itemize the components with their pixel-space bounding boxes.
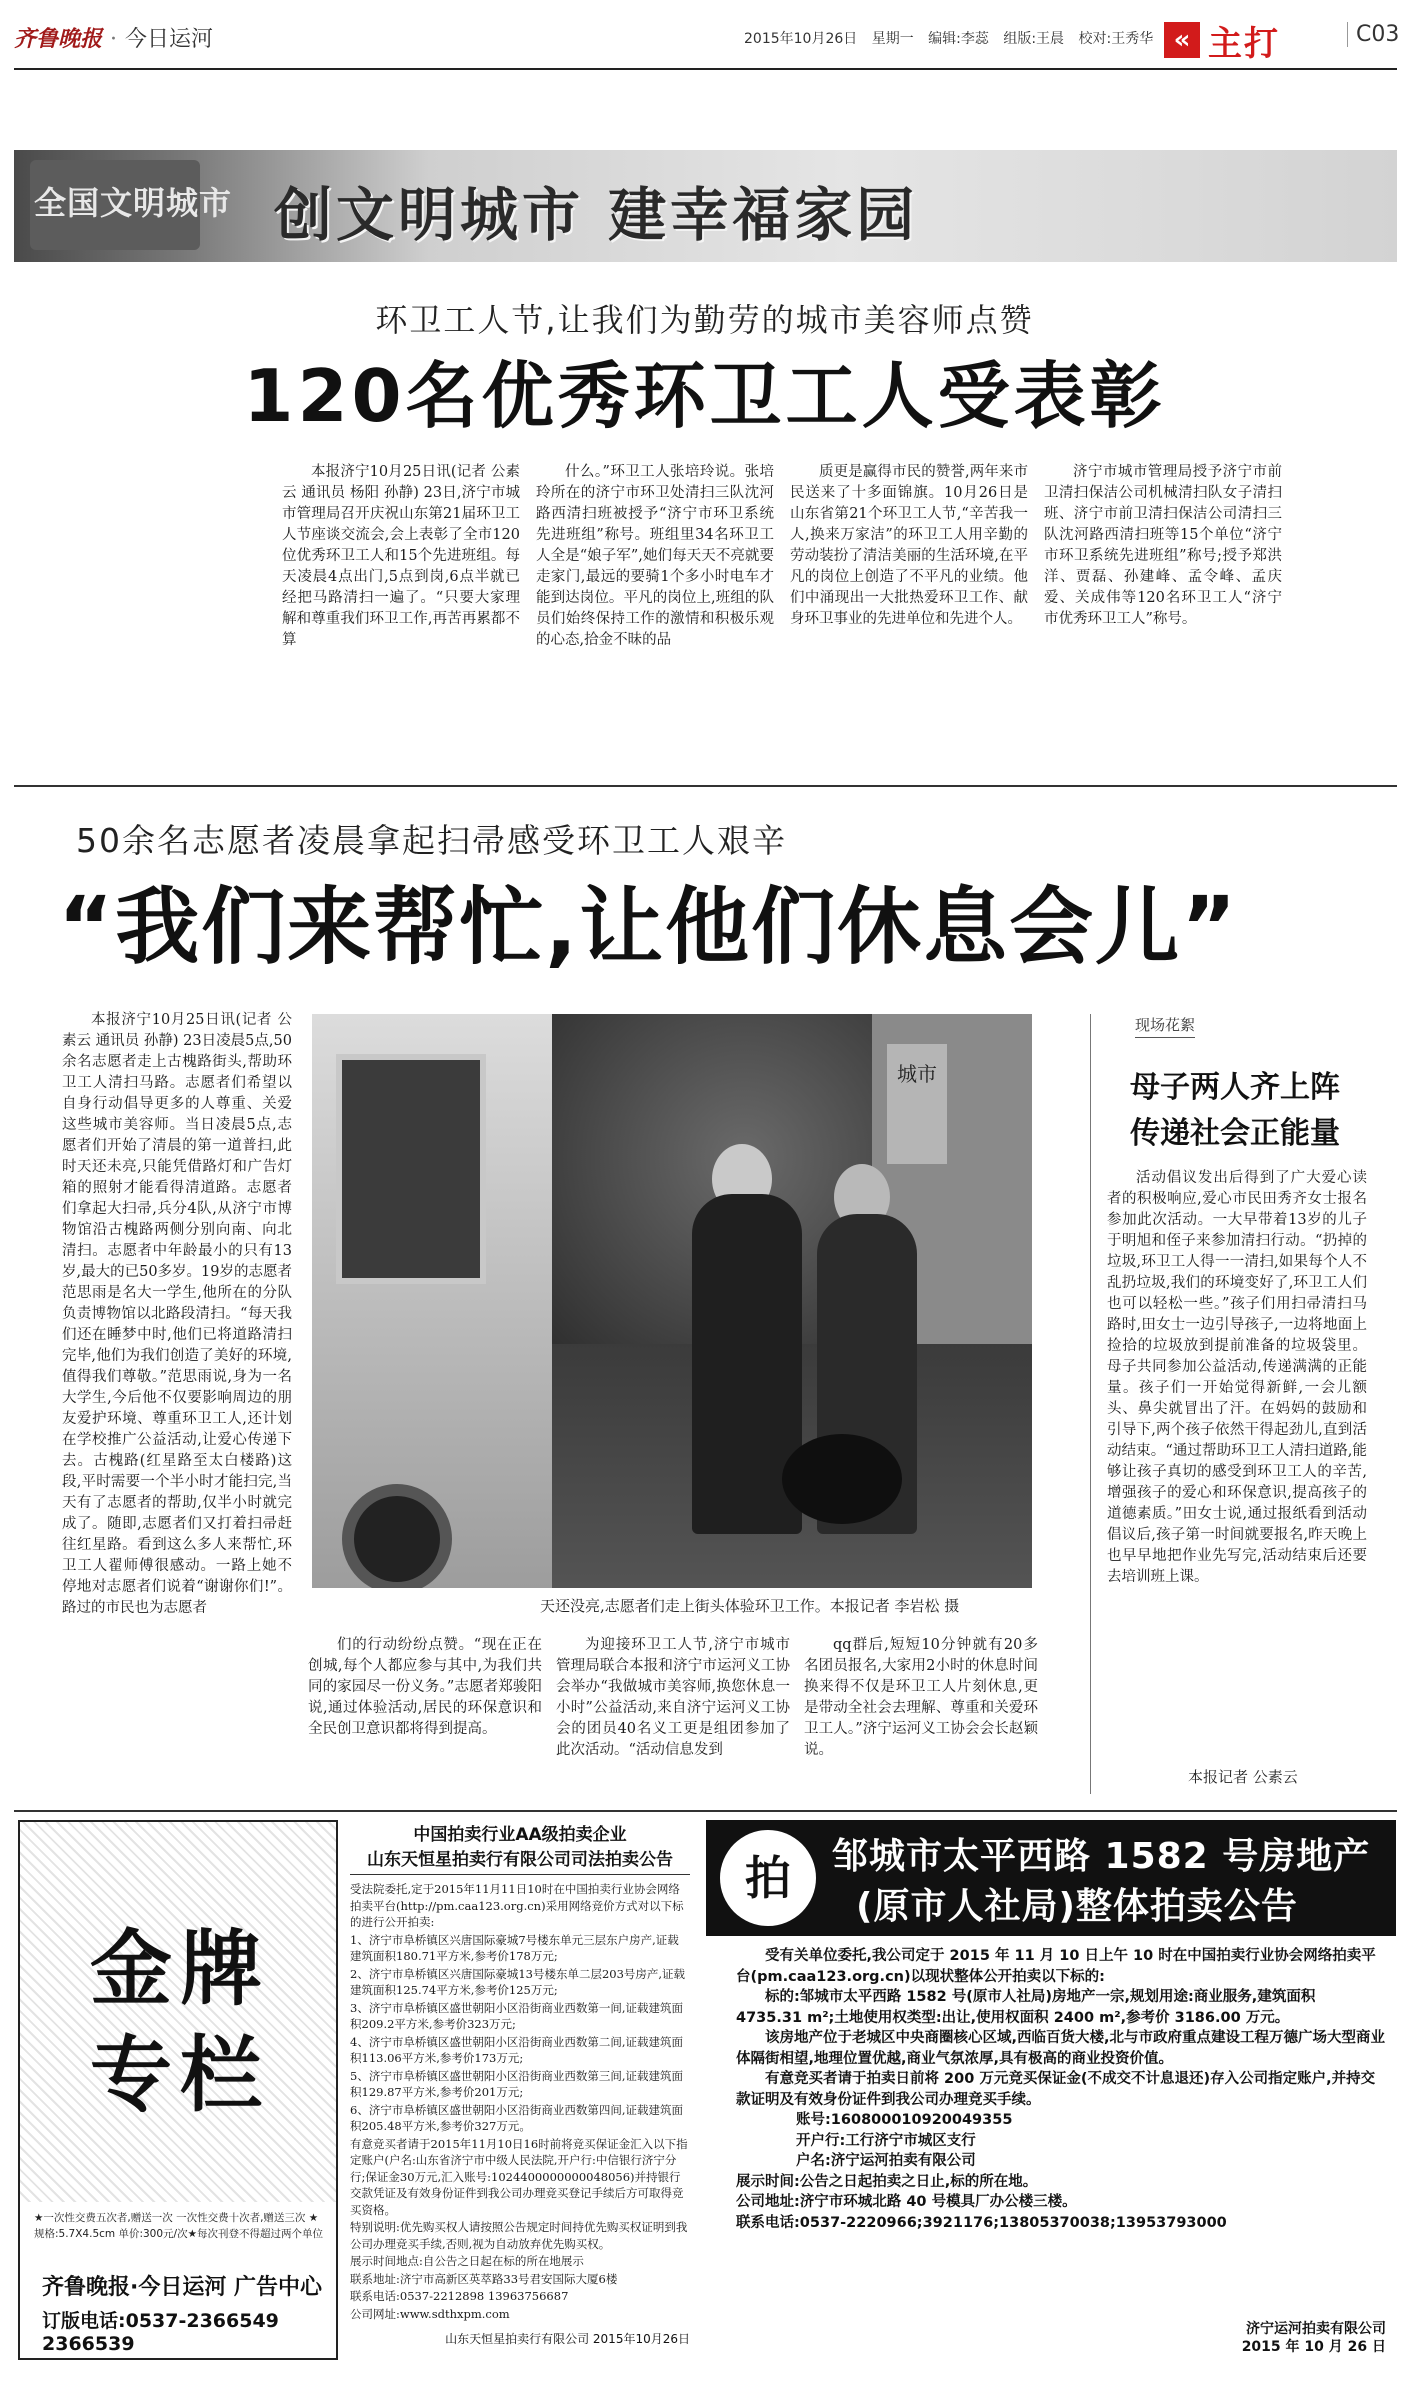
notice-showing: 展示时间:公告之日起拍卖之日止,标的所在地。 [736,2173,1038,2190]
masthead-left: 齐鲁晚报 · 今日运河 [14,26,214,52]
edition-date: 2015年10月26日 [744,31,858,47]
notice-account: 账号:160800010920049355 [796,2112,1013,2128]
auction-logo-icon: 拍 [720,1830,816,1926]
editor-credit: 编辑:李蕊 [928,31,989,47]
photo-truck-wheel [342,1484,452,1588]
emblem-text: 全国文明城市 [34,184,233,222]
masthead [14,12,1400,68]
notice-line: 有意竞买者请于2015年11月10日16时前将竞买保证金汇入以下指定账户(户名:山东省济宁市中级人民法院,开户行:中信银行济宁分行;保证金30万元,汇入账号:1024400000000048056)并持银行交款凭证及有效身份证件到我公司办理竞买登记手续后方可取得竞买资格。 [350,2136,688,2217]
notice-address: 公司地址:济宁市环城北路 40 号模具厂办公楼三楼。 [736,2194,1077,2210]
sidebar-headline [1110,1065,1360,1157]
notice-title-line: 邹城市太平西路 1582 号房地产 [832,1836,1371,1877]
photo-broom [782,1434,902,1524]
notice-line: 1、济宁市阜桥镇区兴唐国际豪城7号楼东单元三层东户房产,证载建筑面积180.71平方米,参考价178万元; [350,1932,679,1963]
sidebar-tab: 现场花絮 [1135,1014,1195,1038]
ads-rule [14,1810,1397,1812]
story1-column: 质更是赢得市民的赞誉,两年来市民送来了十多面锦旗。10月26日是山东省第21个环卫工人节,“辛苦我一人,换来万家洁”的环卫工人用辛勤的劳动装扮了清洁美丽的生活环境,在平凡的岗位上创造了不平凡的业绩。他们中涌现出一大批热爱环卫工作、献身环卫事业的先进单位和先进个人。 [790,464,1028,627]
notice-title: 山东天恒星拍卖行有限公司司法拍卖公告 [350,1845,690,1875]
notice-body [736,1946,1386,2233]
sidebar-headline-line: 母子两人齐上阵 [1130,1070,1340,1105]
notice-line: 2、济宁市阜桥镇区兴唐国际豪城13号楼东单二层203号房产,证载建筑面积125.74平方米,参考价125万元; [350,1966,686,1997]
notice-line: 受法院委托,定于2015年11月11日10时在中国拍卖行业协会网络拍卖平台(http://pm.caa123.org.cn)采用网络竞价方式对以下标的进行公开拍卖: [350,1882,684,1929]
notice-line: 3、济宁市阜桥镇区盛世朝阳小区沿街商业西数第一间,证载建筑面积209.2平方米,参考价323万元; [350,2000,683,2031]
story1-column: 济宁市城市管理局授予济宁市前卫清扫保洁公司机械清扫队女子清扫班、济宁市前卫清扫保洁公司清扫三队沈河路西清扫班等15个单位“济宁市环卫系统先进班组”称号;授予郑洪洋、贾磊、孙建峰、孟令峰、孟庆爱、关成伟等120名环卫工人“济宁市优秀环卫工人”称号。 [1044,464,1282,627]
notice-deposit: 有意竞买者请于拍卖日前将 200 万元竞买保证金(不成交不计息退还)存入公司指定账户,并持交款证明及有效身份证件到我公司办理竞买手续。 [736,2071,1376,2108]
ad-company: 齐鲁晚报·今日运河 广告中心 [42,2275,323,2300]
paper-name: 齐鲁晚报 [14,26,103,52]
story2-headline: “我们来帮忙,让他们休息会儿” [58,878,1239,976]
section-divider [14,785,1397,787]
edition-weekday: 星期一 [871,31,914,47]
notice-phone: 联系电话:0537-2220966;3921176;13805370038;13953793000 [736,2214,1227,2231]
notice-line: 4、济宁市阜桥镇区盛世朝阳小区沿街商业西数第二间,证载建筑面积113.06平方米,参考价173万元; [350,2034,683,2065]
judicial-auction-notice [350,1820,690,2360]
page-number: C03 [1347,22,1399,47]
notice-bank: 开户行:工行济宁市城区支行 [796,2132,976,2149]
notice-header-bar [706,1820,1396,1936]
signature-company: 济宁运河拍卖有限公司 [1246,2321,1386,2337]
photo-street-sign: 城市 [887,1044,947,1164]
notice-line: 6、济宁市阜桥镇区盛世朝阳小区沿街商业西数第四间,证载建筑面积205.48平方米,参考价327万元。 [350,2102,683,2133]
photo-caption: 天还没亮,志愿者们走上街头体验环卫工作。本报记者 李岩松 摄 [540,1597,960,1615]
story1-headline: 120名优秀环卫工人受表彰 [243,354,1166,438]
notice-line: 展示时间地点:自公告之日起在标的所在地展示 [350,2254,584,2268]
story1-kicker: 环卫工人节,让我们为勤劳的城市美容师点赞 [375,301,1034,339]
story2-bottom-column: qq群后,短短10分钟就有20多名团员报名,大家用2小时的休息时间换来得不仅是环卫工人片刻休息,更是带动全社会去理解、尊重和关爱环卫工人。”济宁运河义工协会会长赵颖说。 [804,1637,1038,1758]
sidebar-divider [1090,1014,1091,1794]
story2-bottom-column: 为迎接环卫工人节,济宁市城市管理局联合本报和济宁市运河义工协会举办“我做城市美容师,换您休息一小时”公益活动,来自济宁运河义工协会的团员40名义工更是组团参加了此次活动。“活动信息发到 [556,1637,790,1758]
story2-kicker: 50余名志愿者凌晨拿起扫帚感受环卫工人艰辛 [76,821,787,860]
layout-credit: 组版:王晨 [1003,31,1065,47]
notice-footer: 山东天恒星拍卖行有限公司 2015年10月26日 [445,2332,690,2346]
story2-bottom-body [308,1635,1038,1795]
edition-meta [744,28,1163,48]
photo-truck-window [336,1054,486,1284]
notice-title-line: (原市人社局)整体拍卖公告 [856,1886,1298,1927]
notice-location: 该房地产位于老城区中央商圈核心区域,西临百货大楼,北与市政府重点建设工程万德广场大型商业体隔街相望,地理位置优越,商业气氛浓厚,具有极高的商业投资价值。 [736,2030,1386,2067]
section-tag-label: 主打 [1208,24,1280,64]
volunteer-photo [312,1014,1032,1588]
double-chevron-icon: « [1164,22,1200,58]
ad-title [90,1917,270,2129]
notice-line: 5、济宁市阜桥镇区盛世朝阳小区沿街商业西数第三间,证载建筑面积129.87平方米,参考价201万元; [350,2068,683,2099]
ad-title-line: 金牌 [90,1922,271,2017]
story2-left-column [62,1010,292,1800]
sidebar-headline-line: 传递社会正能量 [1130,1116,1340,1151]
notice-line: 特别说明:优先购买权人请按照公告规定时间持优先购买权证明到我公司办理竞买手续,否则,视为自动放弃优先购买权。 [350,2220,688,2251]
ad-phone: 订版电话:0537-2366549 2366539 [42,2310,279,2355]
ad-fine-print: ★一次性交费五次者,赠送一次 一次性交费十次者,赠送三次 ★规格:5.7X4.5cm 单价:300元/次★每次刊登不得超过两个单位 [34,2212,323,2240]
story2-bottom-column: 们的行动纷纷点赞。“现在正在创城,每个人都应参与其中,为我们共同的家园尽一份义务。”志愿者郑骏阳说,通过体验活动,居民的环保意识和全民创卫意识都将得到提高。 [308,1637,542,1737]
property-auction-notice [706,1820,1396,2360]
banner-slogan: 创文明城市 建幸福家园 [274,181,919,249]
story1-body [282,462,1282,752]
notice-line: 联系电话:0537-2212898 13963756687 [350,2289,569,2303]
story1-column: 什么。”环卫工人张培玲说。张培玲所在的济宁市环卫处清扫三队沈河路西清扫班被授予“济宁市环卫系统先进班组”称号。班组里34名环卫工人全是“娘子军”,她们每天天不亮就要走家门,最远的要骑1个多小时电车才能到达岗位。平凡的岗位上,班组的队员们始终保持工作的激情和积极乐观的心态,拾金不昧的品 [536,464,774,648]
notice-subject: 标的:邹城市太平西路 1582 号(原市人社局)房地产一宗,规划用途:商业服务,建筑面积 4735.31 m²;土地使用权类型:出让,使用权面积 2400 m²,参考价 3186.00 万元。 [736,1989,1316,2026]
notice-line: 联系地址:济宁市高新区英萃路33号君安国际大厦6楼 [350,2271,618,2286]
notice-line: 公司网址:www.sdthxpm.com [350,2306,510,2321]
story2-left-text: 本报济宁10月25日讯(记者 公素云 通讯员 孙静) 23日凌晨5点,50余名志愿者走上古槐路街头,帮助环卫工人清扫马路。志愿者们希望以自身行动倡导更多的人尊重、关爱这些城市美容师。当日凌晨5点,志愿者们开始了清晨的第一道普扫,此时天还未亮,只能凭借路灯和广告灯箱的照射才能看得清道路。志愿者们拿起大扫帚,兵分4队,从济宁市博物馆沿古槐路两侧分别向南、向北清扫。志愿者中年龄最小的只有13岁,最大的已50多岁。19岁的志愿者范思雨是名大一学生,他所在的分队负责博物馆以北路段清扫。“每天我们还在睡梦中时,他们已将道路清扫完毕,他们为我们创造了美好的环境,值得我们尊敬。”范思雨说,身为一名大学生,今后他不仅要影响周边的朋友爱护环境、尊重环卫工人,还计划在学校推广公益活动,让爱心传递下去。古槐路(红星路至太白楼路)这段,平时需要一个半小时才能扫完,当天有了志愿者的帮助,仅半小时就完成了。随即,志愿者们又打着扫帚赶往红星路。看到这么多人来帮忙,环卫工人翟师傅很感动。一路上她不停地对志愿者们说着“谢谢你们!”。路过的市民也为志愿者 [62,1012,292,1616]
gold-column-ad [18,1820,338,2360]
notice-intro: 受有关单位委托,我公司定于 2015 年 11 月 10 日上午 10 时在中国拍卖行业协会网络拍卖平台(pm.caa123.org.cn)以现状整体公开拍卖以下标的: [736,1948,1376,1985]
sidebar-byline: 本报记者 公素云 [1188,1768,1298,1786]
signature-date: 2015 年 10 月 26 日 [1241,2339,1386,2355]
section-tag [1164,16,1339,64]
notice-signature [1146,2320,1386,2356]
section-name: 今日运河 [125,27,214,52]
header-rule [14,68,1397,70]
sidebar-text: 活动倡议发出后得到了广大爱心读者的积极响应,爱心市民田秀齐女士报名参加此次活动。一大早带着13岁的儿子于明旭和侄子来参加清扫行动。“扔掉的垃圾,环卫工人得一一清扫,如果每个人不乱扔垃圾,我们的环境变好了,环卫工人们也可以轻松一些。”孩子们用扫帚清扫马路时,田女士一边引导孩子,一边将地面上捡拾的垃圾放到提前准备的垃圾袋里。母子共同参加公益活动,传递满满的正能量。孩子们一开始觉得新鲜,一会儿额头、鼻尖就冒出了汗。在妈妈的鼓励和引导下,两个孩子依然干得起劲儿,直到活动结束。“通过帮助环卫工人清扫道路,能够让孩子真切的感受到环卫工人的辛苦,增强孩子的爱心和环保意识,提高孩子的道德素质。”田女士说,通过报纸看到活动倡议后,孩子第一时间就要报名,昨天晚上也早早地把作业先写完,活动结束后还要去培训班上课。 [1107,1170,1367,1585]
notice-holder: 户名:济宁运河拍卖有限公司 [796,2153,976,2169]
notice-body [350,1881,690,2322]
proof-credit: 校对:王秀华 [1078,31,1154,47]
campaign-banner [14,150,1397,262]
sidebar-body [1107,1168,1367,1758]
ad-title-line: 专栏 [90,2028,271,2123]
notice-org-title: 中国拍卖行业AA级拍卖企业 [413,1825,627,1845]
story1-column: 本报济宁10月25日讯(记者 公素云 通讯员 杨阳 孙静) 23日,济宁市城市管理局召开庆祝山东第21届环卫工人节座谈交流会,会上表彰了全市120位优秀环卫工人和15个先进班组。每天凌晨4点出门,5点到岗,6点半就已经把马路清扫一遍了。“只要大家理解和尊重我们环卫工作,再苦再累都不算 [282,464,520,648]
